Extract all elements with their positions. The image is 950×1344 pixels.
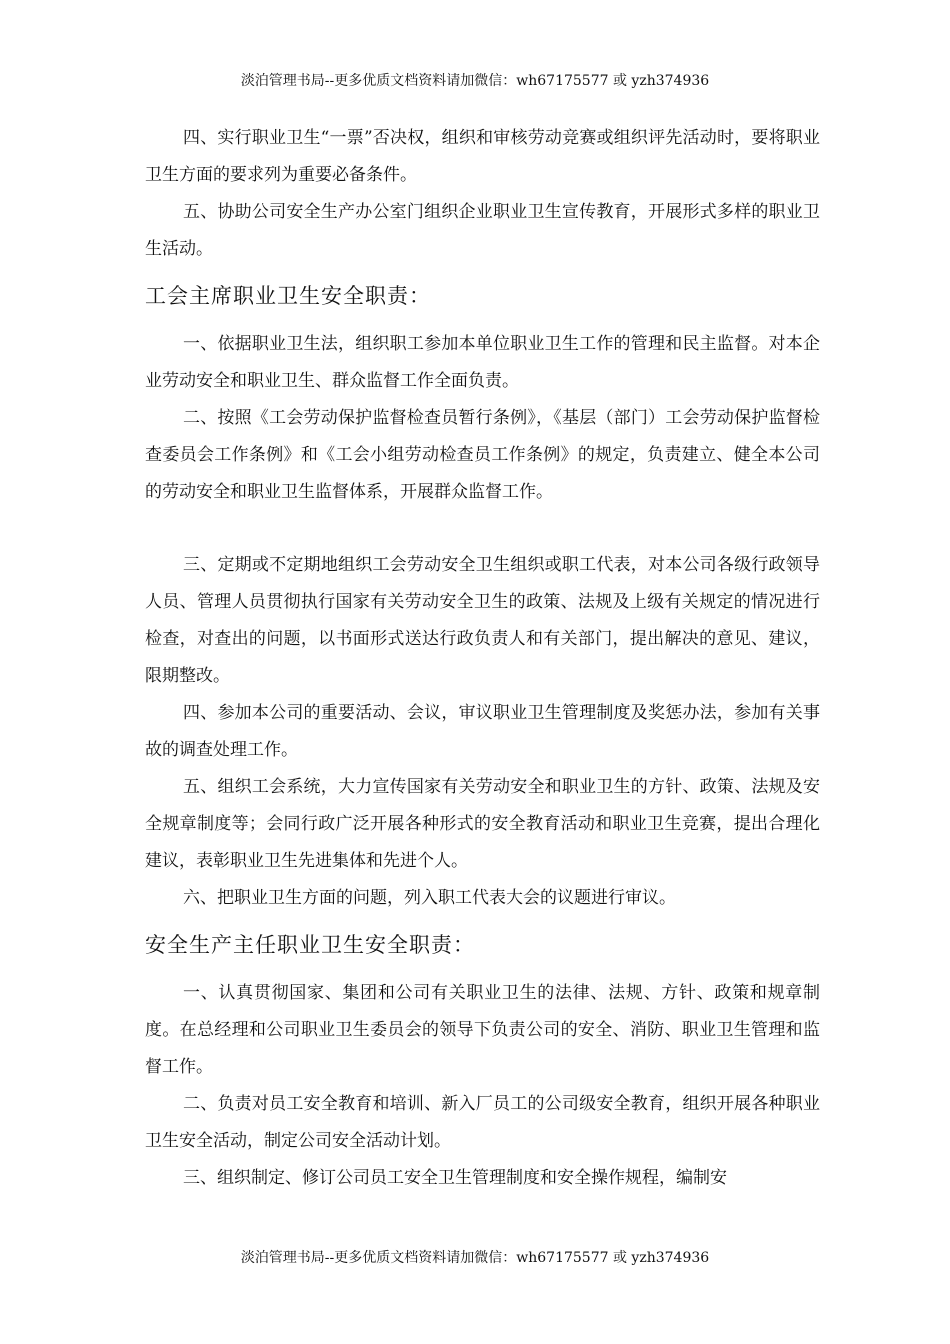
- paragraph-safety-3: 三、组织制定、修订公司员工安全卫生管理制度和安全操作规程，编制安: [183, 1168, 727, 1188]
- page-header: 淡泊管理书局--更多优质文档资料请加微信：wh67175577 或 yzh374936: [240, 73, 710, 89]
- paragraph-union-3: 三、定期或不定期地组织工会劳动安全卫生组织或职工代表，对本公司各级行政领导人员、管理人员贯彻执行国家有关劳动安全卫生的政策、法规及上级有关规定的情况进行检查，对查出的问题，以书面形式送达行政负责人和有关部门，提出解决的意见、建议，限期整改。: [145, 555, 820, 686]
- paragraph-intro-4: 四、实行职业卫生“一票”否决权，组织和审核劳动竞赛或组织评先活动时，要将职业卫生方面的要求列为重要必备条件。: [145, 128, 820, 185]
- section-heading-union-chair: 工会主席职业卫生安全职责：: [145, 284, 431, 308]
- paragraph-union-1: 一、依据职业卫生法，组织职工参加本单位职业卫生工作的管理和民主监督。对本企业劳动安全和职业卫生、群众监督工作全面负责。: [145, 334, 820, 391]
- paragraph-union-2: 二、按照《工会劳动保护监督检查员暂行条例》，《基层（部门）工会劳动保护监督检查委员会工作条例》和《工会小组劳动检查员工作条例》的规定，负责建立、健全本公司的劳动安全和职业卫生监督体系，开展群众监督工作。: [145, 408, 820, 502]
- paragraph-intro-5: 五、协助公司安全生产办公室门组织企业职业卫生宣传教育，开展形式多样的职业卫生活动。: [145, 202, 820, 259]
- paragraph-safety-1: 一、认真贯彻国家、集团和公司有关职业卫生的法律、法规、方针、政策和规章制度。在总经理和公司职业卫生委员会的领导下负责公司的安全、消防、职业卫生管理和监督工作。: [145, 983, 820, 1077]
- page-footer: 淡泊管理书局--更多优质文档资料请加微信：wh67175577 或 yzh374936: [240, 1250, 710, 1266]
- paragraph-union-4: 四、参加本公司的重要活动、会议，审议职业卫生管理制度及奖惩办法，参加有关事故的调查处理工作。: [145, 703, 820, 760]
- paragraph-union-5: 五、组织工会系统，大力宣传国家有关劳动安全和职业卫生的方针、政策、法规及安全规章制度等；会同行政广泛开展各种形式的安全教育活动和职业卫生竞赛，提出合理化建议，表彰职业卫生先进集体和先进个人。: [145, 777, 820, 871]
- section-heading-safety-director: 安全生产主任职业卫生安全职责：: [145, 933, 475, 957]
- document-body: [145, 120, 820, 1197]
- paragraph-union-6: 六、把职业卫生方面的问题，列入职工代表大会的议题进行审议。: [183, 888, 676, 908]
- paragraph-safety-2: 二、负责对员工安全教育和培训、新入厂员工的公司级安全教育，组织开展各种职业卫生安全活动，制定公司安全活动计划。: [145, 1094, 820, 1151]
- blank-gap: [145, 511, 820, 547]
